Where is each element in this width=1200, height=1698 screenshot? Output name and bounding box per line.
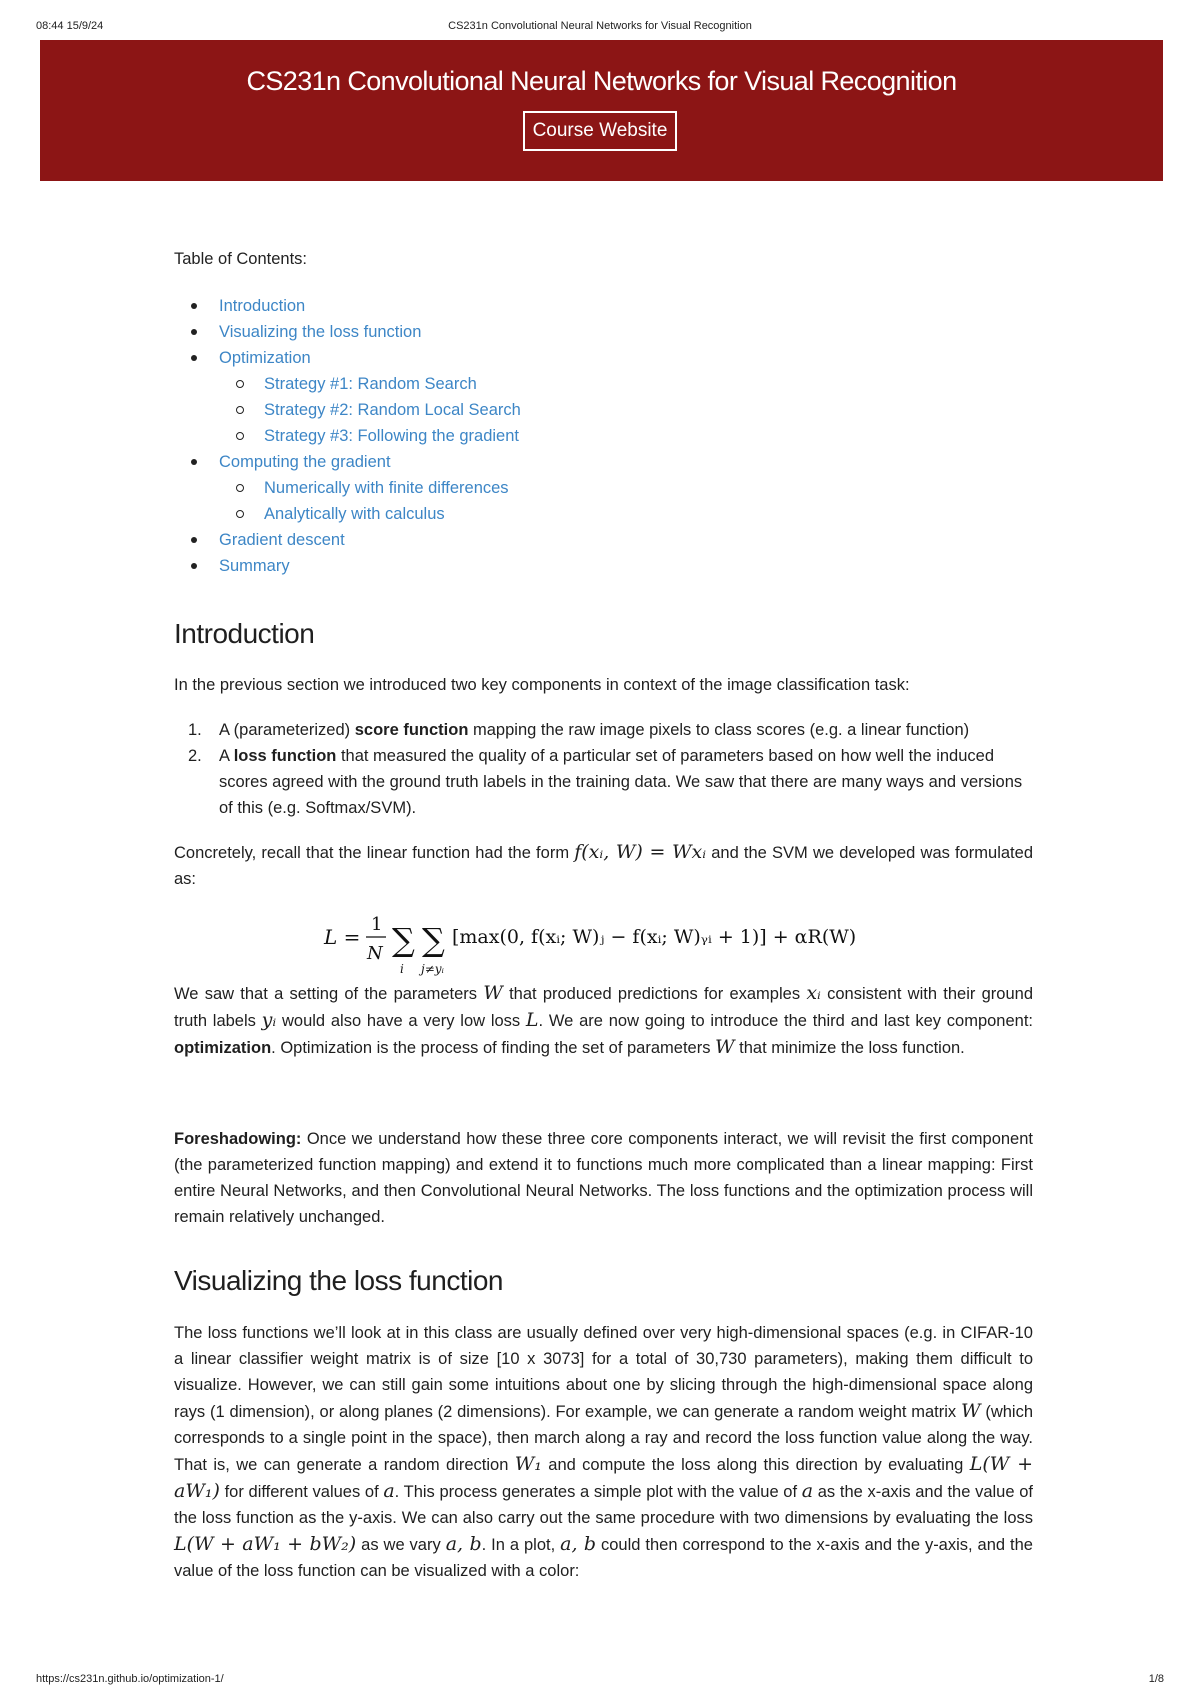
toc-link-strategy-1[interactable]: Strategy #1: Random Search (264, 375, 477, 393)
toc-link-numerical[interactable]: Numerically with finite differences (264, 479, 509, 497)
text: that minimize the loss function. (734, 1039, 965, 1057)
math-inline: xᵢ (806, 982, 821, 1004)
bullet-icon (191, 329, 197, 335)
list-text: mapping the raw image pixels to class scores (e.g. a linear function) (468, 721, 970, 739)
formula-sum-symbol: ∑ (422, 921, 445, 959)
toc-link-visualizing-loss[interactable]: Visualizing the loss function (219, 323, 422, 341)
math-inline: a, b (445, 1533, 482, 1555)
toc-link-computing-gradient[interactable]: Computing the gradient (219, 453, 391, 471)
bullet-icon (191, 355, 197, 361)
text: Concretely, recall that the linear function had the form (174, 844, 575, 862)
circle-bullet-icon (236, 432, 244, 440)
site-header-banner (40, 40, 1163, 181)
paragraph-linear-function (174, 839, 1033, 892)
text: as the x-axis and the value of the loss function as the y-axis. We can also carry out the same procedure with two dimensions by evaluating the loss (174, 1483, 1033, 1527)
text: as we vary (356, 1536, 446, 1554)
list-term: loss function (233, 747, 337, 765)
math-inline: W (960, 1400, 981, 1422)
toc-item (174, 319, 874, 345)
text: consistent with their ground truth labels (174, 985, 1033, 1030)
toc-subitem (174, 501, 874, 527)
text: would also have a very low loss (276, 1012, 526, 1030)
svm-loss-formula (174, 905, 1033, 977)
text: We saw that a setting of the parameters (174, 985, 484, 1003)
formula-sum1-sub: i (400, 962, 404, 976)
math-inline: f(xᵢ, W) = Wxᵢ (574, 841, 707, 863)
toc-link-introduction[interactable]: Introduction (219, 297, 306, 315)
circle-bullet-icon (236, 484, 244, 492)
list-term: score function (354, 721, 469, 739)
math-inline: a (801, 1480, 814, 1502)
text: and the SVM we developed was formulated as: (174, 844, 1033, 888)
bold-term: Foreshadowing: (174, 1130, 302, 1148)
formula-frac-den: N (367, 943, 383, 964)
toc-item (174, 527, 874, 553)
text: could then correspond to the x-axis and the y-axis, and the value of the loss function can be visualized with a color: (174, 1536, 1033, 1580)
math-inline: yᵢ (261, 1009, 277, 1031)
list-number: 1. (188, 721, 202, 739)
print-page-title: CS231n Convolutional Neural Networks for Visual Recognition (448, 20, 752, 32)
formula-lhs: L = (324, 925, 361, 949)
print-footer (0, 1673, 1200, 1689)
toc-subitem (174, 475, 874, 501)
math-inline: W₁ (514, 1453, 542, 1475)
toc-subitem (174, 423, 874, 449)
intro-lead: In the previous section we introduced two key components in context of the image classification task: (174, 676, 910, 694)
heading-visualizing-loss: Visualizing the loss function (174, 1265, 503, 1296)
print-datetime: 08:44 15/9/24 (36, 20, 104, 32)
print-header (0, 20, 1200, 36)
list-text: A (parameterized) (219, 721, 355, 739)
text: (which corresponds to a single point in the space), then march along a ray and record the loss function value along the way. That is, we can generate a random direction (174, 1403, 1034, 1474)
text: . In a plot, (481, 1536, 561, 1554)
print-page-number: 1/8 (1148, 1673, 1164, 1685)
bullet-icon (191, 537, 197, 543)
toc-link-gradient-descent[interactable]: Gradient descent (219, 531, 345, 549)
list-text: that measured the quality of a particular set of parameters based on how well the induced scores agreed with the ground truth labels in the training data. We saw that there are many ways and versions of this (e.g. Softmax/SVM). (219, 747, 1023, 817)
course-website-button[interactable]: Course Website (523, 111, 677, 151)
text: Once we understand how these three core components interact, we will revisit the first component (the parameterized function mapping) and extend it to functions much more complicated than a linear mapping: First entire Neural Networks, and then Convolutional Neural Networks. The loss functions and the optimization process will remain relatively unchanged. (174, 1130, 1033, 1226)
bullet-icon (191, 563, 197, 569)
math-inline: L(W + aW₁ + bW₂) (174, 1533, 357, 1555)
text: that produced predictions for examples (502, 985, 807, 1003)
toc-link-optimization[interactable]: Optimization (219, 349, 311, 367)
text: . Optimization is the process of finding the set of parameters (271, 1039, 716, 1057)
toc-link-strategy-2[interactable]: Strategy #2: Random Local Search (264, 401, 521, 419)
toc-link-summary[interactable]: Summary (219, 557, 290, 575)
circle-bullet-icon (236, 406, 244, 414)
print-url: https://cs231n.github.io/optimization-1/ (36, 1673, 224, 1685)
toc-item (174, 553, 874, 579)
math-inline: a, b (560, 1533, 597, 1555)
paragraph-foreshadowing (174, 1126, 1033, 1230)
components-list (174, 717, 1033, 821)
toc-subitem (174, 371, 874, 397)
text: for different values of (219, 1483, 384, 1501)
math-inline: W (715, 1036, 735, 1058)
text: The loss functions we’ll look at in this class are usually defined over very high-dimensional spaces (e.g. in CIFAR-10 a linear classifier weight matrix is of size [10 x 3073] for a total of 30,730 parameters), making them difficult to visualize. However, we can still gain some intuitions about one by slicing through the high-dimensional space along rays (1 dimension), or along planes (2 dimensions). For example, we can generate a random weight matrix (174, 1324, 1033, 1421)
math-inline: L (525, 1009, 539, 1031)
formula-svg (174, 905, 1033, 977)
math-inline: W (483, 982, 503, 1004)
toc-item (174, 345, 874, 371)
bullet-icon (191, 303, 197, 309)
paragraph-visualizing (174, 1320, 1033, 1584)
toc-item (174, 293, 874, 319)
math-inline: L(W + aW₁) (174, 1453, 1033, 1502)
site-title[interactable]: CS231n Convolutional Neural Networks for Visual Recognition (246, 66, 957, 96)
toc-item (174, 449, 874, 475)
paragraph-optimization (174, 980, 1033, 1061)
toc-link-strategy-3[interactable]: Strategy #3: Following the gradient (264, 427, 519, 445)
circle-bullet-icon (236, 380, 244, 388)
formula-body: [max(0, f(xᵢ; W)ⱼ − f(xᵢ; W)ᵧᵢ + 1)] + αR(W) (452, 926, 857, 948)
formula-frac-num: 1 (371, 914, 383, 935)
math-inline: a (383, 1480, 395, 1502)
list-number: 2. (188, 747, 202, 765)
table-of-contents (174, 293, 874, 579)
formula-sum-symbol: ∑ (392, 921, 415, 959)
text: . This process generates a simple plot with the value of (394, 1483, 802, 1501)
list-text: A (219, 747, 234, 765)
toc-link-analytic[interactable]: Analytically with calculus (264, 505, 445, 523)
circle-bullet-icon (236, 510, 244, 518)
heading-introduction: Introduction (174, 618, 315, 649)
bullet-icon (191, 459, 197, 465)
toc-subitem (174, 397, 874, 423)
formula-sum2-sub: j≠yᵢ (421, 962, 444, 976)
list-item (174, 717, 1033, 743)
list-item (174, 743, 1033, 821)
bold-term: optimization (174, 1039, 272, 1057)
text: and compute the loss along this direction by evaluating (541, 1456, 970, 1474)
text: . We are now going to introduce the third and last key component: (538, 1012, 1033, 1030)
toc-label: Table of Contents: (174, 250, 307, 268)
